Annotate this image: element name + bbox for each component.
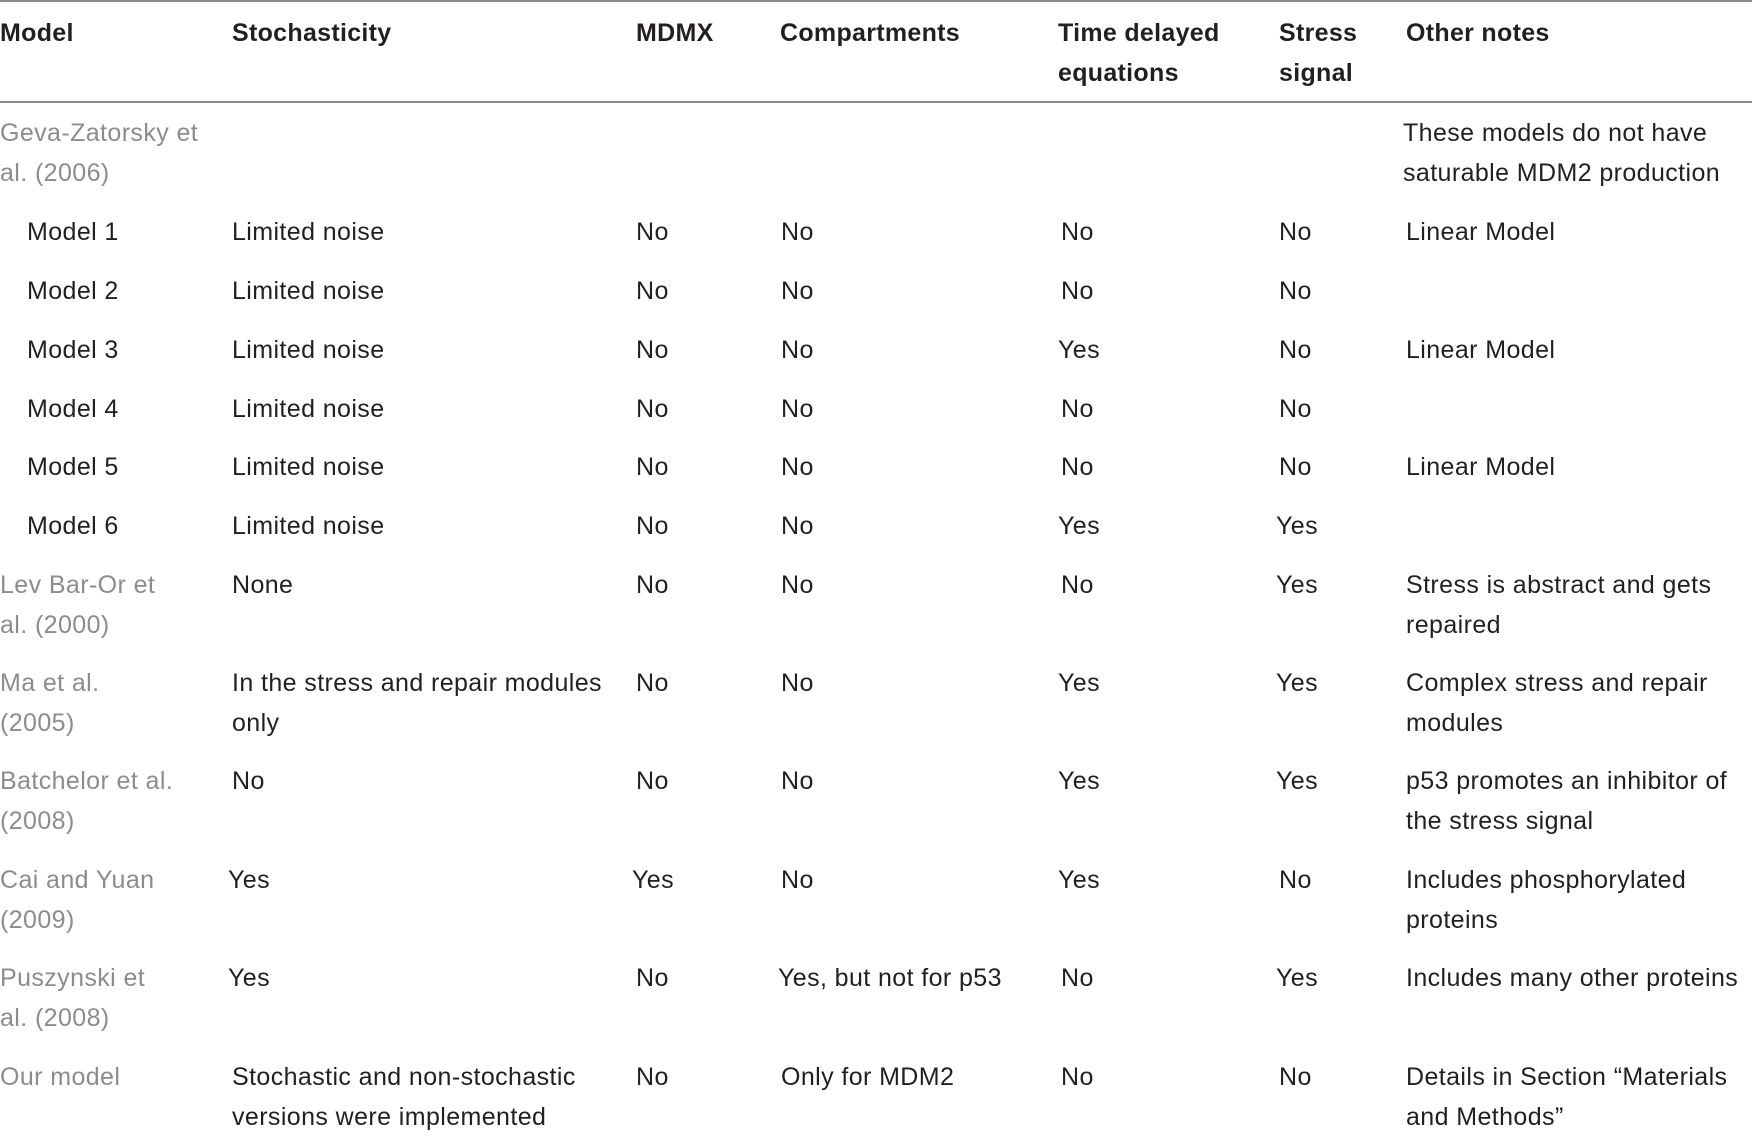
cell-compartments: No <box>781 277 814 305</box>
cell-time-delayed: No <box>1061 964 1094 992</box>
cell-compartments: No <box>781 669 814 697</box>
cell-stochasticity: Yes <box>228 866 270 894</box>
cell-stress: Yes <box>1276 512 1318 540</box>
cell-mdmx: No <box>636 767 669 795</box>
cell-compartments: No <box>781 395 814 423</box>
cell-model: Model 2 <box>27 277 119 305</box>
cell-mdmx: No <box>636 277 669 305</box>
cell-stress: Yes <box>1276 964 1318 992</box>
cell-time-delayed: No <box>1061 277 1094 305</box>
cell-notes: Includes phosphorylated proteins <box>1406 866 1687 934</box>
cell-stochasticity: Yes <box>228 964 270 992</box>
cell-stochasticity: Limited noise <box>232 336 385 364</box>
cell-stress: Yes <box>1276 767 1318 795</box>
table-header <box>0 0 1752 102</box>
cell-stochasticity: No <box>232 767 265 795</box>
cell-stochasticity: In the stress and repair modules only <box>232 669 602 737</box>
cell-stress: No <box>1279 866 1312 894</box>
cell-notes: Linear Model <box>1406 336 1556 364</box>
cell-time-delayed: No <box>1061 218 1094 246</box>
header-model: Model <box>0 19 74 47</box>
cell-notes: Includes many other proteins <box>1406 964 1739 992</box>
cell-notes: Details in Section “Materials and Methods” <box>1406 1063 1728 1131</box>
cell-stochasticity: Limited noise <box>232 218 385 246</box>
cell-mdmx: No <box>636 336 669 364</box>
cell-compartments: Only for MDM2 <box>781 1063 955 1091</box>
header-time-delayed: Time delayed equations <box>1058 19 1220 87</box>
cell-notes: Complex stress and repair modules <box>1406 669 1708 737</box>
cell-stress: No <box>1279 277 1312 305</box>
cell-time-delayed: No <box>1061 453 1094 481</box>
cell-notes: p53 promotes an inhibitor of the stress signal <box>1406 767 1728 835</box>
cell-model: Our model <box>0 1063 121 1091</box>
cell-model: Lev Bar-Or et al. (2000) <box>0 571 156 639</box>
cell-model: Model 5 <box>27 453 119 481</box>
cell-time-delayed: Yes <box>1058 669 1100 697</box>
cell-stress: Yes <box>1276 571 1318 599</box>
cell-compartments: No <box>781 218 814 246</box>
header-other-notes: Other notes <box>1406 19 1550 47</box>
cell-time-delayed: Yes <box>1058 512 1100 540</box>
cell-mdmx: No <box>636 453 669 481</box>
cell-notes: Stress is abstract and gets repaired <box>1406 571 1712 639</box>
cell-compartments: No <box>781 767 814 795</box>
cell-mdmx: No <box>636 571 669 599</box>
cell-stress: No <box>1279 218 1312 246</box>
cell-model: Puszynski et al. (2008) <box>0 964 146 1032</box>
cell-compartments: No <box>781 512 814 540</box>
header-stochasticity: Stochasticity <box>232 19 392 47</box>
cell-stochasticity: Stochastic and non-stochastic versions were implemented <box>232 1063 576 1131</box>
cell-time-delayed: Yes <box>1058 866 1100 894</box>
cell-stochasticity: Limited noise <box>232 512 385 540</box>
cell-time-delayed: Yes <box>1058 336 1100 364</box>
cell-stress: No <box>1279 395 1312 423</box>
cell-time-delayed: Yes <box>1058 767 1100 795</box>
cell-compartments: No <box>781 866 814 894</box>
cell-model: Model 4 <box>27 395 119 423</box>
cell-time-delayed: No <box>1061 571 1094 599</box>
cell-stochasticity: Limited noise <box>232 277 385 305</box>
table-header-rule <box>0 101 1752 103</box>
cell-time-delayed: No <box>1061 1063 1094 1091</box>
cell-mdmx: No <box>636 1063 669 1091</box>
cell-model: Batchelor et al. (2008) <box>0 767 174 835</box>
cell-compartments: No <box>781 336 814 364</box>
cell-notes: Linear Model <box>1406 218 1556 246</box>
header-stress-signal: Stress signal <box>1279 19 1358 87</box>
cell-notes: Linear Model <box>1406 453 1556 481</box>
cell-time-delayed: No <box>1061 395 1094 423</box>
cell-stress: No <box>1279 453 1312 481</box>
cell-model: Model 1 <box>27 218 119 246</box>
header-compartments: Compartments <box>780 19 961 47</box>
cell-mdmx: No <box>636 964 669 992</box>
cell-model: Cai and Yuan (2009) <box>0 866 155 934</box>
cell-compartments: Yes, but not for p53 <box>778 964 1002 992</box>
cell-stochasticity: None <box>232 571 294 599</box>
cell-stress: Yes <box>1276 669 1318 697</box>
cell-stress: No <box>1279 336 1312 364</box>
cell-mdmx: No <box>636 512 669 540</box>
cell-stochasticity: Limited noise <box>232 395 385 423</box>
cell-notes: These models do not have saturable MDM2 production <box>1403 119 1721 187</box>
cell-model: Geva-Zatorsky et al. (2006) <box>0 119 199 187</box>
cell-stress: No <box>1279 1063 1312 1091</box>
cell-model: Ma et al. (2005) <box>0 669 100 737</box>
cell-mdmx: No <box>636 669 669 697</box>
header-mdmx: MDMX <box>636 19 714 47</box>
cell-model: Model 3 <box>27 336 119 364</box>
cell-mdmx: Yes <box>632 866 674 894</box>
cell-model: Model 6 <box>27 512 119 540</box>
cell-compartments: No <box>781 571 814 599</box>
cell-mdmx: No <box>636 395 669 423</box>
cell-mdmx: No <box>636 218 669 246</box>
cell-stochasticity: Limited noise <box>232 453 385 481</box>
cell-compartments: No <box>781 453 814 481</box>
